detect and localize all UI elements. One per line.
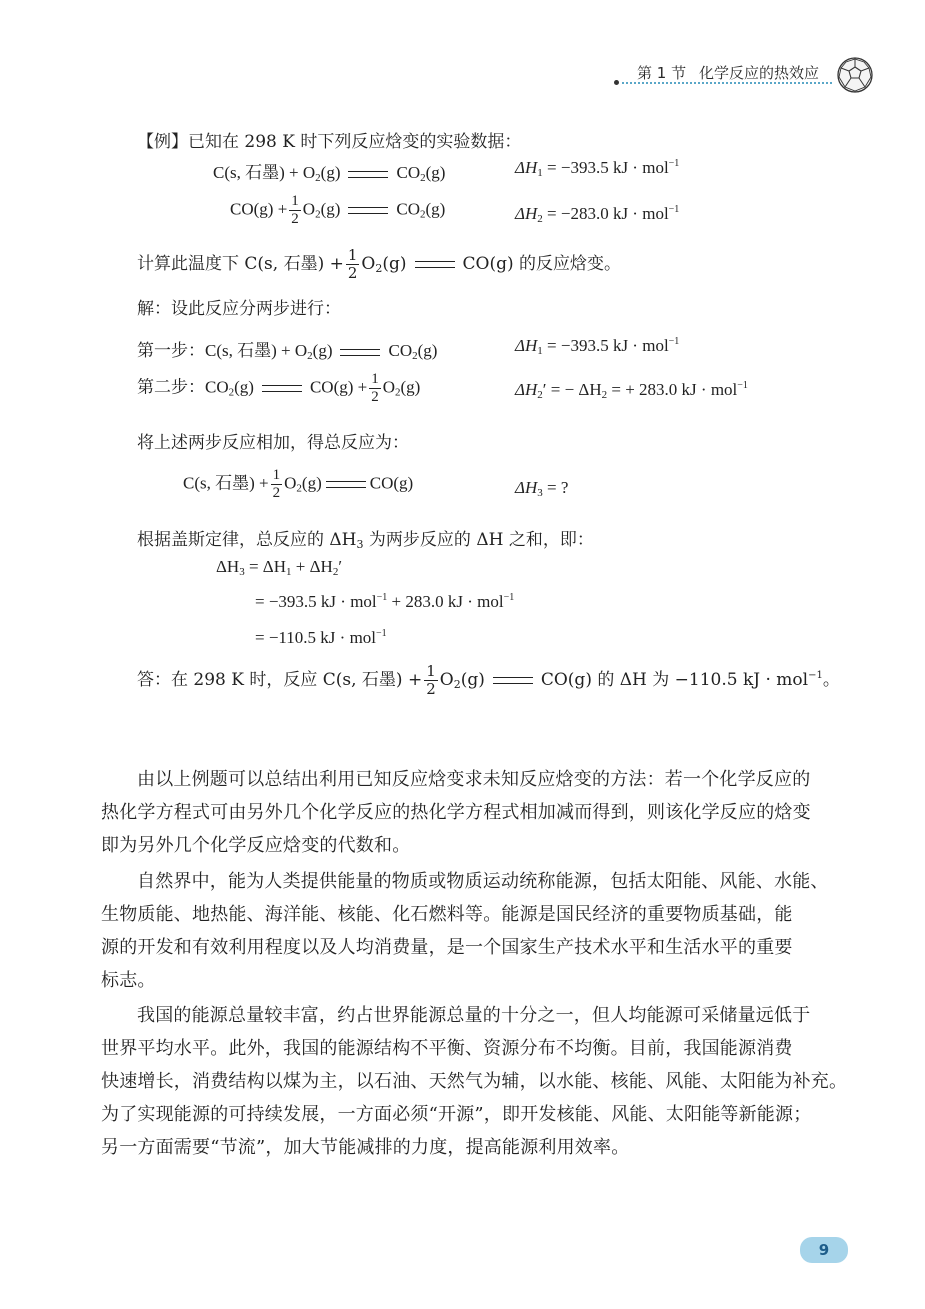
equation-2: CO(g) + $\frac{1}{2}$ $O_2(g)$ $CO_2(g)$ <box>230 193 446 227</box>
paragraph-3-line-4: 为了实现能源的可持续发展，一方面必须“开源”，即开发核能、风能、太阳能等新能源； <box>101 1104 812 1125</box>
equals-arrow <box>348 171 388 178</box>
paragraph-1-line-3: 即为另外几个化学反应焓变的代数和。 <box>101 835 411 856</box>
dh2-value: $\Delta H_2 = -283.0$ kJ · mol$^{-1}$ <box>515 204 680 225</box>
header-bullet <box>614 80 619 85</box>
equals-arrow <box>493 677 533 684</box>
hess-line: 根据盖斯定律，总反应的 $\Delta H_3$ 为两步反应的 ΔH 之和，即： <box>137 530 594 551</box>
equals-arrow <box>326 481 366 488</box>
question-line: 计算此温度下 C(s, 石墨) + $\frac{1}{2}$ $O_2(g)$ CO(g) 的反应焓变。 <box>137 246 621 282</box>
equation-1: C(s, 石墨) + $O_2(g)$ $CO_2(g)$ <box>213 163 446 184</box>
calc-line-3: = −110.5 kJ · mol$^{-1}$ <box>255 628 387 647</box>
example-intro: 【例】已知在 298 K 时下列反应焓变的实验数据： <box>137 132 522 152</box>
equals-arrow <box>348 207 388 214</box>
paragraph-2-line-2: 生物质能、地热能、海洋能、核能、化石燃料等。能源是国民经济的重要物质基础，能 <box>101 904 793 925</box>
solution-intro: 解：设此反应分两步进行： <box>137 299 341 319</box>
combine-line: 将上述两步反应相加，得总反应为： <box>137 433 409 453</box>
paragraph-3-line-2: 世界平均水平。此外，我国的能源结构不平衡、资源分布不均衡。目前，我国能源消费 <box>101 1038 793 1059</box>
paragraph-3-line-5: 另一方面需要“节流”，加大节能减排的力度，提高能源利用效率。 <box>101 1137 630 1158</box>
total-equation: C(s, 石墨) + $\frac{1}{2}$ $O_2(g)$ CO(g) <box>183 467 414 501</box>
calc-line-1: $\Delta H_3 = \Delta H_1 + \Delta H_2'$ <box>216 557 343 578</box>
paragraph-1-line-2: 热化学方程式可由另外几个化学反应的热化学方程式相加减而得到，则该化学反应的焓变 <box>101 802 811 823</box>
paragraph-3-line-1: 我国的能源总量较丰富，约占世界能源总量的十分之一，但人均能源可采储量远低于 <box>137 1005 811 1026</box>
step-1: 第一步：C(s, 石墨) + $O_2(g)$ $CO_2(g)$ <box>137 341 438 362</box>
total-dh: $\Delta H_3$ = ? <box>515 478 569 499</box>
step2-dh: $\Delta H_2'$ = − $\Delta H_2$ = + 283.0 kJ · mol$^{-1}$ <box>515 380 748 401</box>
equals-arrow <box>340 349 380 356</box>
dh1-value: $\Delta H_1 = -393.5$ kJ · mol$^{-1}$ <box>515 158 680 179</box>
fullerene-icon <box>836 56 874 94</box>
paragraph-2-line-4: 标志。 <box>101 970 156 991</box>
answer-line: 答：在 298 K 时，反应 C(s, 石墨) + $\frac{1}{2}$ $O_2(g)$ CO(g) 的 ΔH 为 −110.5 kJ · mol$^{-1}$。 <box>137 662 840 698</box>
paragraph-3-line-3: 快速增长，消费结构以煤为主，以石油、天然气为辅，以水能、核能、风能、太阳能为补充。 <box>101 1071 848 1092</box>
paragraph-2-line-1: 自然界中，能为人类提供能量的物质或物质运动统称能源，包括太阳能、风能、水能、 <box>137 871 829 892</box>
step1-dh: $\Delta H_1 = -393.5$ kJ · mol$^{-1}$ <box>515 336 680 357</box>
paragraph-2-line-3: 源的开发和有效利用程度以及人均消费量，是一个国家生产技术水平和生活水平的重要 <box>101 937 793 958</box>
chapter-title: 化学反应的热效应 <box>699 64 820 82</box>
paragraph-1-line-1: 由以上例题可以总结出利用已知反应焓变求未知反应焓变的方法：若一个化学反应的 <box>137 769 811 790</box>
page-number: 9 <box>800 1237 848 1263</box>
equals-arrow <box>262 385 302 392</box>
calc-line-2: = −393.5 kJ · mol$^{-1}$ + 283.0 kJ · mol$^{-1}$ <box>255 592 515 611</box>
section-label: 第 1 节 <box>637 64 687 82</box>
step-2: 第二步：$CO_2(g) CO(g)$ + $\frac{1}{2}$ $O_2(g)$ <box>137 371 421 405</box>
equals-arrow <box>415 261 455 268</box>
